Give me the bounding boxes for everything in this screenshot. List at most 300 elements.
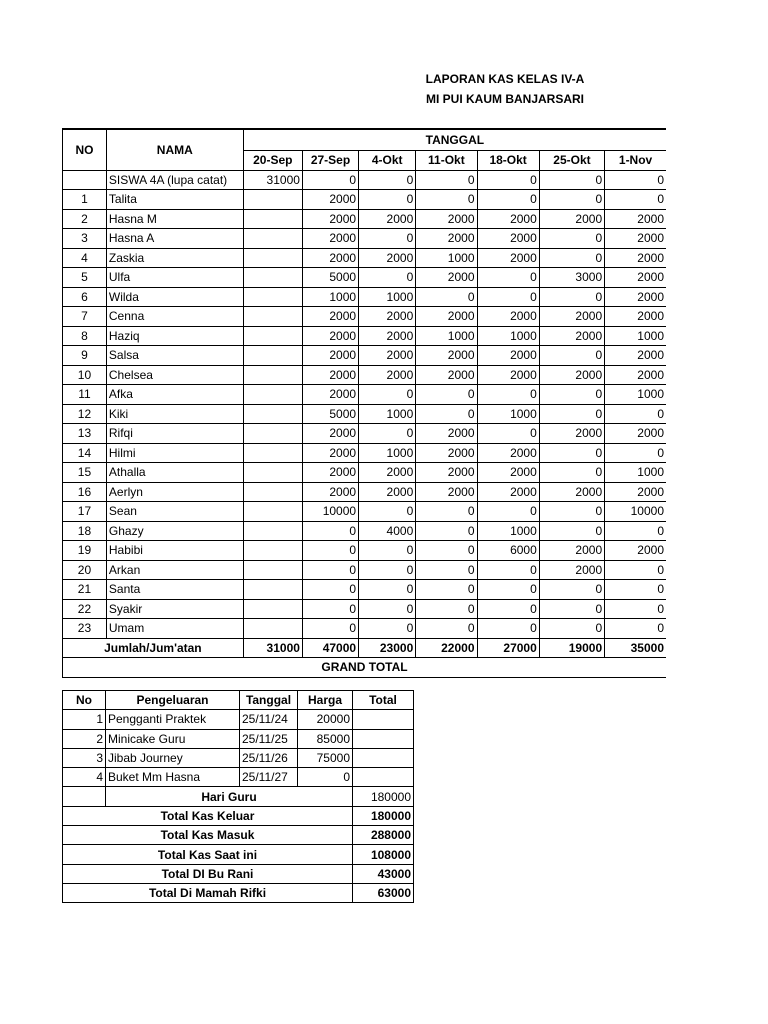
payment-cell: 2000	[302, 248, 358, 268]
summary-row	[63, 883, 414, 902]
payment-cell: 1000	[605, 326, 666, 346]
student-name: Haziq	[106, 326, 243, 346]
summary-row	[63, 826, 414, 845]
payment-cell: 0	[539, 190, 604, 210]
payment-cell: 0	[359, 619, 416, 639]
expense-table	[62, 690, 414, 903]
table-row	[63, 365, 667, 385]
payment-cell: 0	[539, 229, 604, 249]
payment-cell: 1000	[302, 287, 358, 307]
payment-cell: 2000	[359, 463, 416, 483]
table-row	[63, 248, 667, 268]
expense-date: 25/11/24	[240, 710, 298, 729]
table-row	[63, 229, 667, 249]
summary-label: Total Kas Masuk	[63, 826, 353, 845]
payment-cell	[243, 326, 302, 346]
payment-cell: 2000	[359, 346, 416, 366]
expense-price: 20000	[298, 710, 353, 729]
payment-cell: 0	[605, 619, 666, 639]
payment-cell: 2000	[416, 365, 477, 385]
summary-label: Total DI Bu Rani	[63, 864, 353, 883]
expense-price: 85000	[298, 729, 353, 748]
table-row	[63, 521, 667, 541]
payment-cell: 0	[359, 190, 416, 210]
row-number: 22	[63, 599, 107, 619]
table-row	[63, 580, 667, 600]
payment-cell: 2000	[477, 248, 539, 268]
payment-cell: 2000	[539, 541, 604, 561]
student-name: Aerlyn	[106, 482, 243, 502]
payment-cell: 5000	[302, 268, 358, 288]
student-name: Habibi	[106, 541, 243, 561]
student-name: Ghazy	[106, 521, 243, 541]
date-header: 1-Nov	[605, 151, 666, 171]
payment-cell: 2000	[302, 365, 358, 385]
payment-cell: 0	[539, 170, 604, 190]
payment-cell: 2000	[416, 209, 477, 229]
total-cell: 23000	[359, 638, 416, 658]
payment-cell: 0	[539, 443, 604, 463]
row-number: 23	[63, 619, 107, 639]
student-name: Sean	[106, 502, 243, 522]
payment-cell	[243, 619, 302, 639]
payment-cell: 2000	[302, 229, 358, 249]
row-number: 3	[63, 229, 107, 249]
payment-cell: 2000	[302, 385, 358, 405]
payment-cell: 0	[605, 580, 666, 600]
payment-cell: 0	[359, 560, 416, 580]
payment-cell	[243, 287, 302, 307]
expense-item: Jibab Journey	[106, 748, 240, 767]
payment-cell: 2000	[605, 482, 666, 502]
payment-cell: 0	[539, 287, 604, 307]
table-row	[63, 209, 667, 229]
student-name: Talita	[106, 190, 243, 210]
payment-cell: 0	[539, 346, 604, 366]
payment-cell: 1000	[359, 287, 416, 307]
total-cell: 22000	[416, 638, 477, 658]
payment-cell: 0	[416, 619, 477, 639]
row-number: 21	[63, 580, 107, 600]
row-number: 1	[63, 190, 107, 210]
payment-cell: 3000	[539, 268, 604, 288]
payment-cell: 0	[416, 541, 477, 561]
payment-cell: 2000	[302, 424, 358, 444]
payment-cell: 2000	[477, 482, 539, 502]
expense-total	[353, 768, 414, 787]
payment-cell: 2000	[416, 229, 477, 249]
expense-date: 25/11/26	[240, 748, 298, 767]
payment-cell: 0	[605, 404, 666, 424]
payment-cell: 0	[416, 287, 477, 307]
payment-cell: 10000	[302, 502, 358, 522]
total-header: Total	[353, 691, 414, 710]
payment-cell: 0	[539, 521, 604, 541]
payment-cell: 0	[539, 404, 604, 424]
payment-cell: 1000	[477, 404, 539, 424]
payment-cell: 0	[605, 170, 666, 190]
summary-value: 43000	[353, 864, 414, 883]
payment-cell: 0	[477, 170, 539, 190]
payment-cell: 0	[477, 560, 539, 580]
table-row	[63, 404, 667, 424]
table-row	[63, 190, 667, 210]
payment-cell	[243, 229, 302, 249]
payment-cell: 2000	[359, 365, 416, 385]
expense-row	[63, 748, 414, 767]
hari-guru-value: 180000	[353, 787, 414, 806]
date-header: 25-Okt	[539, 151, 604, 171]
payment-cell: 2000	[539, 209, 604, 229]
school-name: MI PUI KAUM BANJARSARI	[425, 92, 584, 106]
summary-value: 63000	[353, 883, 414, 902]
tanggal-header: TANGGAL	[243, 129, 666, 151]
payment-cell	[243, 502, 302, 522]
summary-value: 108000	[353, 845, 414, 864]
payment-cell: 2000	[416, 424, 477, 444]
tanggal-header: Tanggal	[240, 691, 298, 710]
payment-cell: 0	[302, 521, 358, 541]
payment-cell: 0	[359, 268, 416, 288]
expense-price: 75000	[298, 748, 353, 767]
table-row	[63, 619, 667, 639]
payment-cell: 2000	[605, 346, 666, 366]
summary-label: Total Kas Saat ini	[63, 845, 353, 864]
payment-cell: 0	[539, 502, 604, 522]
payment-cell	[243, 268, 302, 288]
grand-total-label: GRAND TOTAL	[63, 658, 667, 678]
payment-cell: 1000	[359, 404, 416, 424]
payment-cell: 4000	[359, 521, 416, 541]
row-number: 13	[63, 424, 107, 444]
payment-cell: 0	[416, 502, 477, 522]
student-name: Athalla	[106, 463, 243, 483]
pengeluaran-header: Pengeluaran	[106, 691, 240, 710]
hari-guru-row	[63, 787, 414, 806]
row-number: 2	[63, 209, 107, 229]
no-header: No	[63, 691, 106, 710]
payment-cell: 1000	[359, 443, 416, 463]
student-name: Kiki	[106, 404, 243, 424]
kas-table	[62, 128, 666, 678]
payment-cell: 1000	[477, 521, 539, 541]
payment-cell: 2000	[416, 268, 477, 288]
expense-total	[353, 710, 414, 729]
student-name: Umam	[106, 619, 243, 639]
expense-total	[353, 748, 414, 767]
row-number: 5	[63, 268, 107, 288]
payment-cell: 2000	[302, 326, 358, 346]
payment-cell: 2000	[539, 482, 604, 502]
payment-cell: 2000	[477, 209, 539, 229]
payment-cell: 2000	[302, 443, 358, 463]
expense-price: 0	[298, 768, 353, 787]
payment-cell: 2000	[416, 346, 477, 366]
payment-cell: 0	[477, 580, 539, 600]
payment-cell: 0	[477, 268, 539, 288]
payment-cell: 2000	[302, 307, 358, 327]
totals-row	[63, 638, 667, 658]
payment-cell: 0	[302, 560, 358, 580]
payment-cell: 0	[302, 170, 358, 190]
payment-cell: 2000	[302, 346, 358, 366]
expense-total	[353, 729, 414, 748]
table-row	[63, 287, 667, 307]
row-number: 6	[63, 287, 107, 307]
total-cell: 47000	[302, 638, 358, 658]
payment-cell: 2000	[359, 209, 416, 229]
table-row	[63, 541, 667, 561]
report-title: LAPORAN KAS KELAS IV-A	[425, 72, 585, 86]
payment-cell: 0	[359, 424, 416, 444]
table-row	[63, 502, 667, 522]
payment-cell: 2000	[539, 424, 604, 444]
student-name: Afka	[106, 385, 243, 405]
row-number: 20	[63, 560, 107, 580]
payment-cell: 0	[416, 560, 477, 580]
payment-cell	[243, 482, 302, 502]
table-row	[63, 307, 667, 327]
payment-cell: 0	[359, 502, 416, 522]
payment-cell	[243, 424, 302, 444]
payment-cell: 2000	[359, 482, 416, 502]
payment-cell: 10000	[605, 502, 666, 522]
row-number: 9	[63, 346, 107, 366]
payment-cell: 2000	[605, 287, 666, 307]
payment-cell	[243, 521, 302, 541]
payment-cell	[243, 560, 302, 580]
student-name: Hilmi	[106, 443, 243, 463]
grand-total-row	[63, 658, 667, 678]
payment-cell: 0	[359, 229, 416, 249]
payment-cell: 0	[605, 521, 666, 541]
payment-cell: 2000	[605, 365, 666, 385]
payment-cell: 0	[605, 599, 666, 619]
payment-cell	[243, 443, 302, 463]
payment-cell	[243, 599, 302, 619]
payment-cell	[243, 307, 302, 327]
payment-cell: 2000	[359, 326, 416, 346]
payment-cell: 0	[539, 599, 604, 619]
payment-cell: 2000	[477, 463, 539, 483]
summary-row	[63, 806, 414, 825]
payment-cell	[243, 248, 302, 268]
date-header: 4-Okt	[359, 151, 416, 171]
payment-cell: 2000	[477, 346, 539, 366]
payment-cell: 2000	[539, 307, 604, 327]
table-row	[63, 385, 667, 405]
payment-cell: 0	[359, 580, 416, 600]
date-header: 11-Okt	[416, 151, 477, 171]
payment-cell: 0	[605, 560, 666, 580]
expense-item: Minicake Guru	[106, 729, 240, 748]
payment-cell: 1000	[416, 248, 477, 268]
payment-cell: 0	[302, 580, 358, 600]
payment-cell: 2000	[605, 209, 666, 229]
expense-row	[63, 729, 414, 748]
payment-cell	[243, 404, 302, 424]
payment-cell: 0	[416, 404, 477, 424]
payment-cell: 0	[539, 248, 604, 268]
payment-cell: 0	[416, 170, 477, 190]
payment-cell: 0	[477, 287, 539, 307]
payment-cell: 0	[477, 619, 539, 639]
payment-cell: 1000	[416, 326, 477, 346]
row-number: 7	[63, 307, 107, 327]
payment-cell: 2000	[302, 463, 358, 483]
payment-cell: 2000	[477, 365, 539, 385]
row-number: 8	[63, 326, 107, 346]
table-row	[63, 482, 667, 502]
payment-cell: 2000	[605, 307, 666, 327]
table-row	[63, 463, 667, 483]
payment-cell: 2000	[302, 209, 358, 229]
summary-label: Total Kas Keluar	[63, 806, 353, 825]
date-header: 27-Sep	[302, 151, 358, 171]
total-cell: 27000	[477, 638, 539, 658]
payment-cell: 1000	[605, 385, 666, 405]
payment-cell: 2000	[477, 307, 539, 327]
expense-number: 1	[63, 710, 106, 729]
payment-cell	[243, 580, 302, 600]
payment-cell: 2000	[359, 248, 416, 268]
row-number: 18	[63, 521, 107, 541]
table-row	[63, 170, 667, 190]
row-number: 19	[63, 541, 107, 561]
row-number: 15	[63, 463, 107, 483]
payment-cell: 0	[302, 599, 358, 619]
expense-row	[63, 710, 414, 729]
total-cell: 31000	[243, 638, 302, 658]
student-name: Rifqi	[106, 424, 243, 444]
payment-cell: 0	[605, 190, 666, 210]
payment-cell	[243, 365, 302, 385]
payment-cell: 1000	[477, 326, 539, 346]
row-number: 11	[63, 385, 107, 405]
payment-cell: 6000	[477, 541, 539, 561]
payment-cell: 0	[539, 619, 604, 639]
summary-value: 180000	[353, 806, 414, 825]
payment-cell: 2000	[477, 443, 539, 463]
table-row	[63, 346, 667, 366]
payment-cell: 2000	[477, 229, 539, 249]
payment-cell: 2000	[539, 326, 604, 346]
payment-cell: 0	[539, 580, 604, 600]
total-cell: 35000	[605, 638, 666, 658]
expense-date: 25/11/25	[240, 729, 298, 748]
row-number: 10	[63, 365, 107, 385]
payment-cell: 2000	[416, 443, 477, 463]
payment-cell: 0	[539, 463, 604, 483]
row-number: 14	[63, 443, 107, 463]
payment-cell: 2000	[605, 541, 666, 561]
payment-cell: 0	[477, 502, 539, 522]
payment-cell: 0	[539, 385, 604, 405]
payment-cell	[243, 346, 302, 366]
summary-row	[63, 845, 414, 864]
payment-cell: 2000	[605, 229, 666, 249]
summary-label: Total Di Mamah Rifki	[63, 883, 353, 902]
date-header: 18-Okt	[477, 151, 539, 171]
payment-cell: 0	[359, 599, 416, 619]
student-name: Zaskia	[106, 248, 243, 268]
table-row	[63, 424, 667, 444]
student-name: Chelsea	[106, 365, 243, 385]
payment-cell	[243, 385, 302, 405]
no-header: NO	[63, 129, 107, 170]
payment-cell: 0	[359, 385, 416, 405]
summary-value: 288000	[353, 826, 414, 845]
expense-date: 25/11/27	[240, 768, 298, 787]
payment-cell: 0	[605, 443, 666, 463]
student-name: Cenna	[106, 307, 243, 327]
expense-number: 2	[63, 729, 106, 748]
student-name: Hasna M	[106, 209, 243, 229]
expense-number: 4	[63, 768, 106, 787]
total-cell: 19000	[539, 638, 604, 658]
payment-cell: 2000	[605, 248, 666, 268]
hari-guru-spacer	[63, 787, 106, 806]
payment-cell: 0	[477, 190, 539, 210]
payment-cell: 2000	[416, 463, 477, 483]
payment-cell: 1000	[605, 463, 666, 483]
row-number: 17	[63, 502, 107, 522]
student-name: Salsa	[106, 346, 243, 366]
payment-cell: 2000	[539, 560, 604, 580]
payment-cell	[243, 463, 302, 483]
row-number: 12	[63, 404, 107, 424]
table-row	[63, 268, 667, 288]
payment-cell: 0	[416, 599, 477, 619]
payment-cell	[243, 541, 302, 561]
payment-cell: 2000	[416, 482, 477, 502]
table-row	[63, 599, 667, 619]
payment-cell: 2000	[605, 424, 666, 444]
payment-cell: 2000	[416, 307, 477, 327]
student-name: Ulfa	[106, 268, 243, 288]
student-name: Wilda	[106, 287, 243, 307]
student-name: Arkan	[106, 560, 243, 580]
row-number: 4	[63, 248, 107, 268]
student-name: Syakir	[106, 599, 243, 619]
expense-item: Buket Mm Hasna	[106, 768, 240, 787]
student-name: Santa	[106, 580, 243, 600]
payment-cell: 0	[477, 599, 539, 619]
hari-guru-label: Hari Guru	[106, 787, 353, 806]
payment-cell: 0	[416, 190, 477, 210]
nama-header: NAMA	[106, 129, 243, 170]
payment-cell	[243, 209, 302, 229]
payment-cell: 0	[359, 541, 416, 561]
payment-cell: 0	[416, 521, 477, 541]
payment-cell: 2000	[605, 268, 666, 288]
payment-cell: 2000	[539, 365, 604, 385]
harga-header: Harga	[298, 691, 353, 710]
payment-cell: 2000	[302, 482, 358, 502]
expense-item: Pengganti Praktek	[106, 710, 240, 729]
payment-cell: 0	[416, 385, 477, 405]
expense-header-row	[63, 691, 414, 710]
student-name: SISWA 4A (lupa catat)	[106, 170, 243, 190]
payment-cell: 0	[302, 619, 358, 639]
row-number: 16	[63, 482, 107, 502]
total-label: Jumlah/Jum'atan	[63, 638, 244, 658]
student-name: Hasna A	[106, 229, 243, 249]
payment-cell: 0	[359, 170, 416, 190]
payment-cell: 2000	[302, 190, 358, 210]
payment-cell: 0	[416, 580, 477, 600]
expense-number: 3	[63, 748, 106, 767]
